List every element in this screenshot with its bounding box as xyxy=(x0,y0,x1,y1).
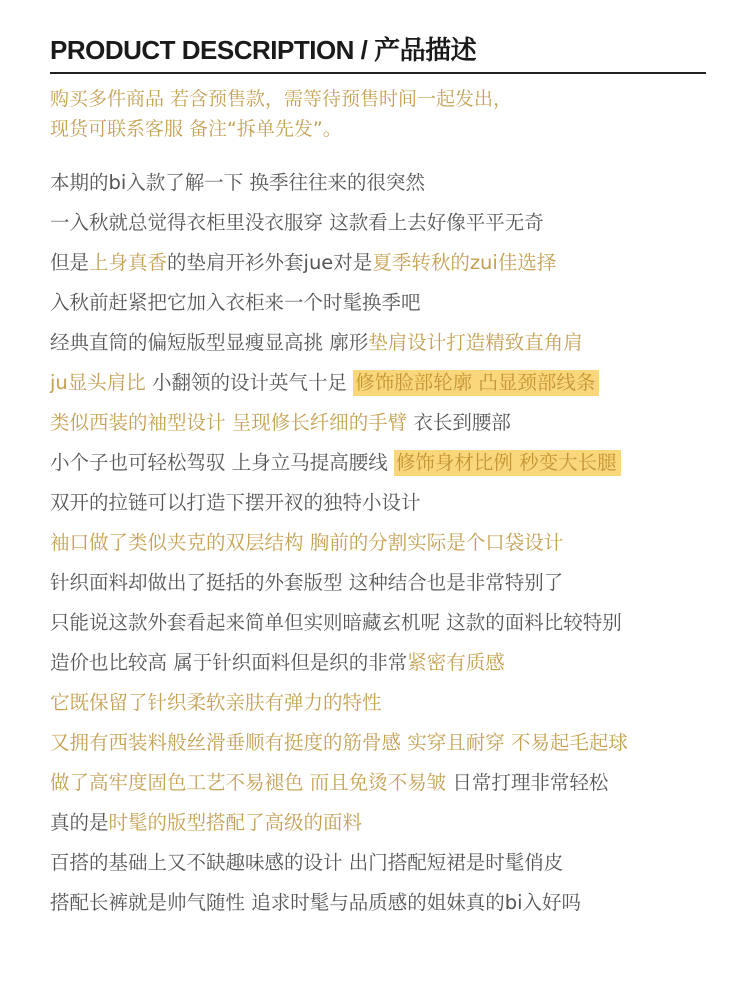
gold-emphasis-text: 上身真香 xyxy=(89,251,168,274)
body-text: 本期的bi入款了解一下 换季往往来的很突然 xyxy=(50,171,425,194)
body-text: 但是 xyxy=(50,251,90,274)
description-line xyxy=(50,523,750,563)
description-line xyxy=(50,443,750,483)
description-line xyxy=(50,563,750,603)
description-line xyxy=(50,763,750,803)
title-divider xyxy=(50,72,706,74)
description-line xyxy=(50,323,750,363)
body-text: 真的是 xyxy=(50,811,109,834)
highlighted-text: 修饰脸部轮廓 凸显颈部线条 xyxy=(353,370,599,396)
description-line xyxy=(50,203,750,243)
body-text: 小翻领的设计英气十足 xyxy=(145,371,354,394)
body-text: 造价也比较高 属于针织面料但是织的非常 xyxy=(50,651,408,674)
body-text: 百搭的基础上又不缺趣味感的设计 出门搭配短裙是时髦俏皮 xyxy=(50,851,564,874)
notice-line: 购买多件商品 若含预售款，需等待预售时间一起发出， xyxy=(50,88,513,110)
body-text: 一入秋就总觉得衣柜里没衣服穿 这款看上去好像平平无奇 xyxy=(50,211,544,234)
description-line xyxy=(50,643,750,683)
description-line xyxy=(50,483,750,523)
description-line xyxy=(50,603,750,643)
description-body xyxy=(50,163,750,923)
gold-emphasis-text: 做了高牢度固色工艺不易褪色 而且免烫不易皱 xyxy=(50,771,447,794)
description-line xyxy=(50,283,750,323)
body-text: 只能说这款外套看起来简单但实则暗藏玄机呢 这款的面料比较特别 xyxy=(50,611,622,634)
body-text: 小个子也可轻松驾驭 上身立马提高腰线 xyxy=(50,451,394,474)
body-text: 日常打理非常轻松 xyxy=(446,771,609,794)
gold-emphasis-text: 它既保留了针织柔软亲肤有弹力的特性 xyxy=(50,691,382,714)
description-line xyxy=(50,883,750,923)
description-line xyxy=(50,723,750,763)
body-text: 衣长到腰部 xyxy=(407,411,511,434)
description-line xyxy=(50,803,750,843)
body-text: 经典直筒的偏短版型显瘦显高挑 廓形 xyxy=(50,331,369,354)
gold-emphasis-text: 类似西装的袖型设计 呈现修长纤细的手臂 xyxy=(50,411,408,434)
gold-emphasis-text: 夏季转秋的zui佳选择 xyxy=(372,251,557,274)
gold-emphasis-text: 紧密有质感 xyxy=(407,651,505,674)
presale-notice xyxy=(50,84,720,144)
body-text: 双开的拉链可以打造下摆开衩的独特小设计 xyxy=(50,491,421,514)
description-line xyxy=(50,363,750,403)
gold-emphasis-text: 时髦的版型搭配了高级的面料 xyxy=(108,811,363,834)
highlighted-text: 修饰身材比例 秒变大长腿 xyxy=(394,450,621,476)
gold-emphasis-text: 袖口做了类似夹克的双层结构 胸前的分割实际是个口袋设计 xyxy=(50,531,564,554)
description-line xyxy=(50,683,750,723)
description-line xyxy=(50,243,750,283)
description-line xyxy=(50,163,750,203)
description-line xyxy=(50,843,750,883)
gold-emphasis-text: 又拥有西装料般丝滑垂顺有挺度的筋骨感 实穿且耐穿 不易起毛起球 xyxy=(50,731,628,754)
body-text: 入秋前赶紧把它加入衣柜来一个时髦换季吧 xyxy=(50,291,421,314)
description-line xyxy=(50,403,750,443)
gold-emphasis-text: 垫肩设计打造精致直角肩 xyxy=(368,331,583,354)
body-text: 针织面料却做出了挺括的外套版型 这种结合也是非常特别了 xyxy=(50,571,564,594)
gold-emphasis-text: ju显头肩比 xyxy=(50,371,146,394)
notice-line: 现货可联系客服 备注“拆单先发”。 xyxy=(50,118,342,140)
page-title: PRODUCT DESCRIPTION / 产品描述 xyxy=(50,35,477,65)
body-text: 的垫肩开衫外套jue对是 xyxy=(167,251,373,274)
body-text: 搭配长裤就是帅气随性 追求时髦与品质感的姐妹真的bi入好吗 xyxy=(50,891,581,914)
